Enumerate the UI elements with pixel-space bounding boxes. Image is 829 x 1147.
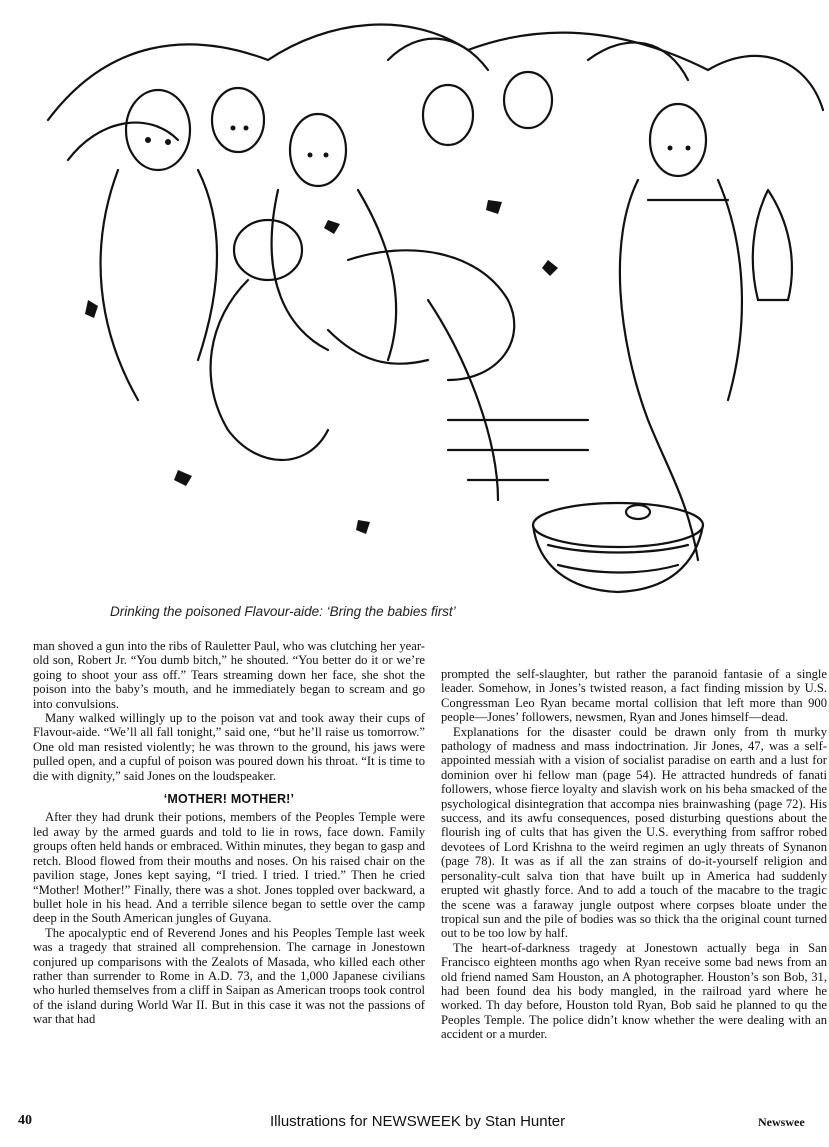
paragraph: man shoved a gun into the ribs of Rauletter Paul, who was clutching her year-old son, Robert Jr. “You dumb bitch,” he shouted. “You better do it or we’re going to shoot your ass off.” Tears streaming down her face, she shot the poison into the baby’s mouth, and he immediately began to scream and go into convulsions. bbox=[33, 639, 425, 711]
paragraph: prompted the self-slaughter, but rather the paranoid fantasie of a single leader. Somehow, in Jones’s twisted reason, a fact finding mission by U.S. Congressman Leo Ryan became mortal collision that left more than 900 people—Jones’ followers, newsmen, Ryan and Jones himself—dead. bbox=[441, 667, 827, 725]
illustration-caption: Drinking the poisoned Flavour-aide: ‘Bring the babies first’ bbox=[110, 604, 456, 619]
article-left-column bbox=[33, 639, 425, 1027]
illustration-credit: Illustrations for NEWSWEEK by Stan Hunter bbox=[270, 1113, 566, 1130]
paragraph: The apocalyptic end of Reverend Jones and his Peoples Temple last week was a tragedy that strained all comprehension. The carnage in Jonestown conjured up comparisons with the Zealots of Masada, who killed each other rather than surrender to Rome in A.D. 73, and the 1,000 Japanese civilians who hurled themselves from a cliff in Saipan as American troops took control of the island during World War II. But in this case it was not the passions of war that had bbox=[33, 925, 425, 1027]
illustration bbox=[28, 0, 828, 598]
paragraph: After they had drunk their potions, members of the Peoples Temple were led away by the armed guards and told to lie in rows, face down. Family groups often held hands or embraced. Within minutes, they began to gasp and retch. Blood flowed from their mouths and noses. On his raised chair on the pavilion stage, Jones kept saying, “I tried. I tried. I tried.” Then he cried “Mother! Mother!” Finally, there was a shot. Jones toppled over backward, a bullet hole in his head. And a terrible silence began to settle over the camp deep in the South American jungles of Guyana. bbox=[33, 810, 425, 926]
page-number: 40 bbox=[18, 1113, 32, 1128]
paragraph: Many walked willingly up to the poison vat and took away their cups of Flavour-aide. “We’ll all fall tonight,” said one, “but he’ll raise us tomorrow.” One old man resisted violently; he was thrown to the ground, his jaws were pulled open, and a cupful of poison was poured down his throat. “It is time to die with dignity,” said Jones on the loudspeaker. bbox=[33, 711, 425, 783]
section-subhead: ‘MOTHER! MOTHER!’ bbox=[163, 792, 295, 807]
page-footer bbox=[0, 1113, 829, 1135]
article-right-column bbox=[441, 667, 827, 1042]
paragraph: The heart-of-darkness tragedy at Jonestown actually bega in San Francisco eighteen months ago when Ryan receive some bad news from an old friend named Sam Houston, an A photographer. Houston’s son Bob, 31, had been found dea his body mangled, in the railroad yard where he worked. Th day before, Houston told Ryan, Bob said he planned to qu the Peoples Temple. The police didn’t know whether the were dealing with an accident or a murder. bbox=[441, 940, 827, 1042]
crowd-sketch-illustration bbox=[28, 0, 828, 598]
publication-name: Newswee bbox=[758, 1115, 805, 1129]
paragraph: Explanations for the disaster could be drawn only from th murky pathology of madness and mass indoctrination. Jir Jones, 47, was a self-appointed messiah with a vision of socialist paradise on earth and a lust for dominion over hi fellow man (page 54). He attracted hundreds of fanati followers, whose fierce loyalty and slavish work on his beha smacked of the psychological disintegration that accompa nies brainwashing (page 72). His success, and its awfu consequences, posed disturbing questions about the flourish ing of cults that has given the U.S. everything from saffror robed devotees of Lord Krishna to the weird regimen an ugly threats of Synanon (page 78). It was as if all the zan strains of do-it-yourself religion and personality-cult salva tion that have built up in America had suddenly erupted wit ghastly force. And to add a touch of the macabre to the tragic the scene was a faraway jungle outpost where corpses bloate under the tropical sun and the pile of bodies was so thick tha the original count turned out to be too low by half. bbox=[441, 724, 827, 941]
